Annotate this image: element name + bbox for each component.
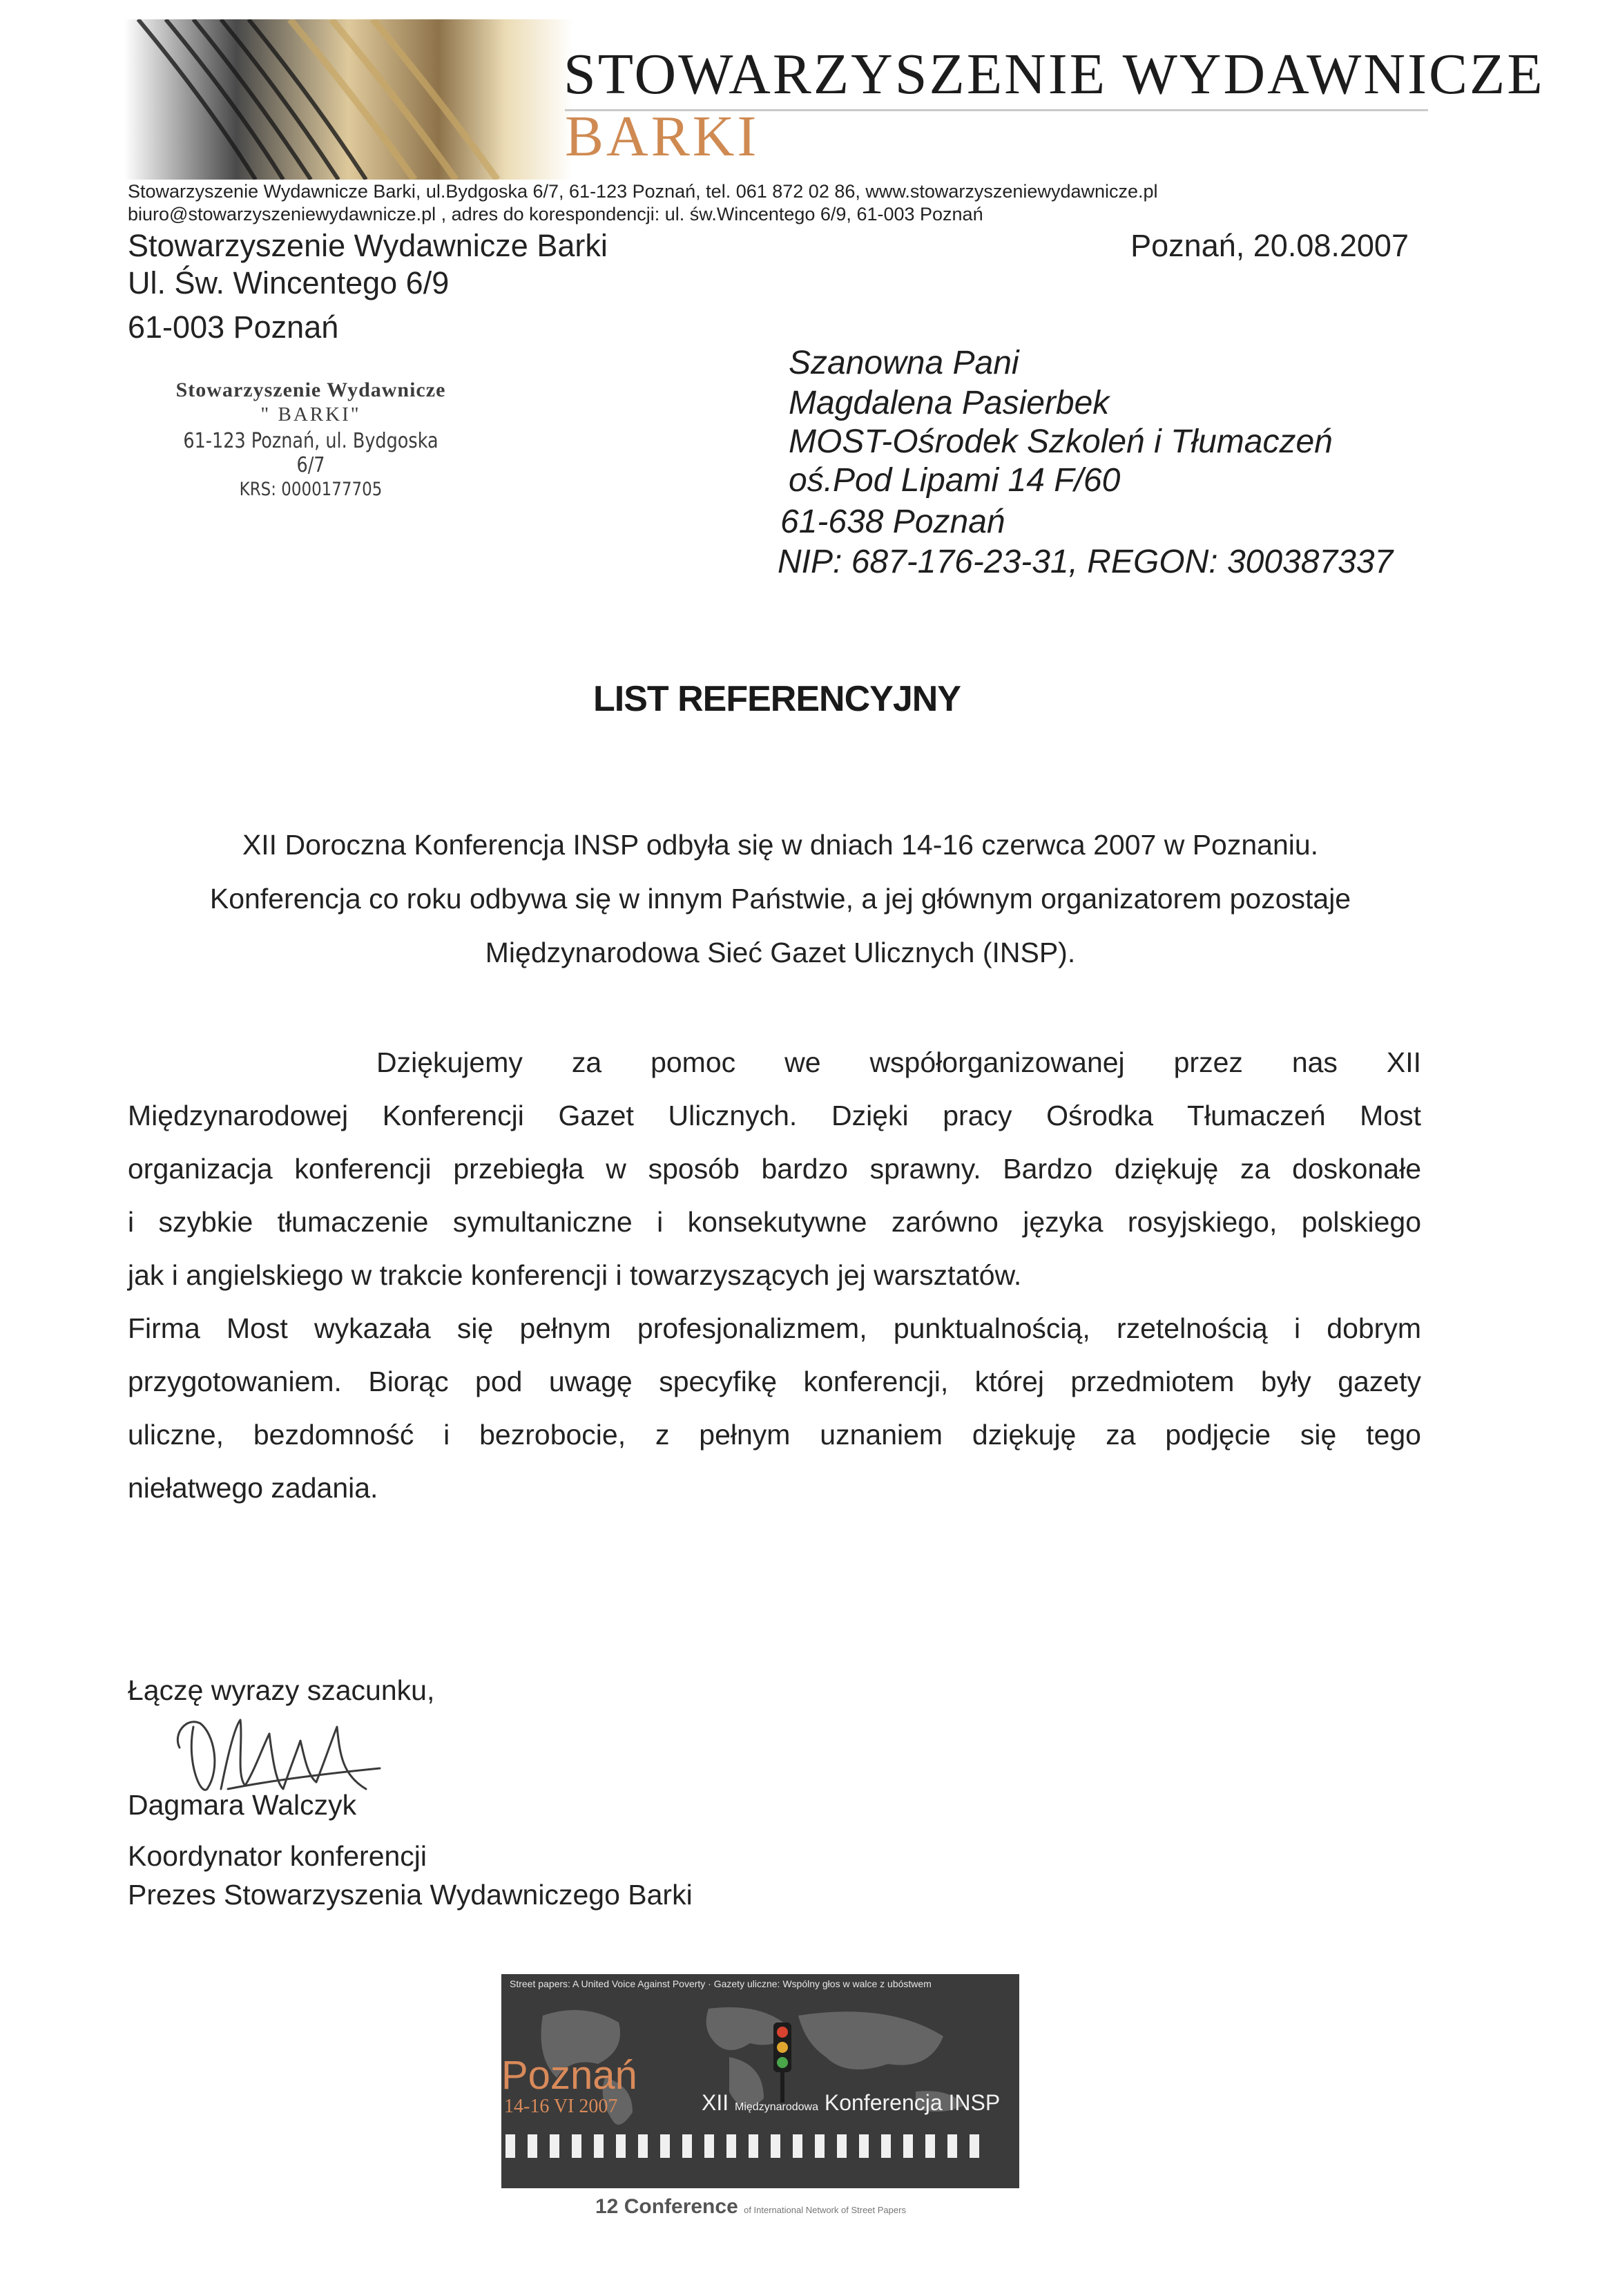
signer-role: Koordynator konferencji: [128, 1840, 427, 1872]
banner-bottom-caption: [595, 2195, 906, 2219]
letterhead-contact-line: Stowarzyszenie Wydawnicze Barki, ul.Bydgoska 6/7, 61-123 Poznań, tel. 061 872 02 86, www.stowarzyszeniewydawnicze.pl: [128, 181, 1158, 202]
letterhead-contact-line-2: biuro@stowarzyszeniewydawnicze.pl , adres do korespondencji: ul. św.Wincentego 6/9, 61-003 Poznań: [128, 204, 983, 224]
body-line: jak i angielskiego w trakcie konferencji i towarzyszących jej warsztatów.: [128, 1259, 1022, 1291]
signer-role-2: Prezes Stowarzyszenia Wydawniczego Barki: [128, 1879, 693, 1911]
sender-city: 61-003 Poznań: [128, 309, 339, 345]
letterhead-org-name: STOWARZYSZENIE WYDAWNICZE: [563, 42, 1545, 106]
stamp-line-3: 61-123 Poznań, ul. Bydgoska 6/7: [183, 429, 439, 477]
document-title: LIST REFERENCYJNY: [593, 679, 961, 719]
body-line: niełatwego zadania.: [128, 1472, 378, 1504]
letterhead-logo-graphic: [124, 19, 573, 180]
recipient-city: 61-638 Poznań: [780, 504, 1005, 540]
banner-bottom-small: of International Network of Street Papers: [744, 2205, 906, 2215]
closing-greeting: Łączę wyrazy szacunku,: [128, 1674, 435, 1706]
body-line: Firma Most wykazała się pełnym profesjonalizmem, punktualnością, rzetelnością i dobrym: [128, 1312, 1421, 1344]
recipient-salutation: Szanowna Pani: [789, 345, 1019, 381]
banner-city: Poznań: [501, 2053, 637, 2098]
intro-line: XII Doroczna Konferencja INSP odbyła się w dniach 14-16 czerwca 2007 w Poznaniu.: [242, 829, 1319, 861]
banner-dates: 14-16 VI 2007: [504, 2096, 618, 2117]
letterhead-org-subname: BARKI: [565, 104, 760, 169]
recipient-tax-ids: NIP: 687-176-23-31, REGON: 300387337: [778, 544, 1394, 580]
recipient-name: Magdalena Pasierbek: [789, 385, 1110, 421]
body-line: Międzynarodowej Konferencji Gazet Ulicznych. Dzięki pracy Ośrodka Tłumaczeń Most: [128, 1100, 1421, 1131]
intro-line: Konferencja co roku odbywa się w innym Państwie, a jej głównym organizatorem pozostaje: [209, 883, 1351, 915]
stamp-line-1: Stowarzyszenie Wydawnicze: [175, 379, 446, 401]
banner-conf-prefix: XII: [702, 2090, 729, 2115]
body-line: Dziękujemy za pomoc we współorganizowanej przez nas XII: [376, 1046, 1421, 1078]
body-line: i szybkie tłumaczenie symultaniczne i konsekutywne zarówno języka rosyjskiego, polskiego: [128, 1206, 1421, 1238]
stamp-line-4: KRS: 0000177705: [239, 479, 383, 500]
conference-banner-image: [501, 1974, 1019, 2188]
banner-top-caption: Street papers: A United Voice Against Poverty · Gazety uliczne: Wspólny głos w walce z ubóstwem: [510, 1978, 932, 1989]
banner-bottom-main: 12 Conference: [595, 2195, 738, 2218]
stamp-line-2: " BARKI": [260, 403, 361, 425]
body-line: organizacja konferencji przebiegła w sposób bardzo sprawny. Bardzo dziękuję za doskonałe: [128, 1153, 1421, 1185]
letter-date: Poznań, 20.08.2007: [1130, 228, 1409, 263]
sender-street: Ul. Św. Wincentego 6/9: [128, 265, 450, 300]
body-line: przygotowaniem. Biorąc pod uwagę specyfikę konferencji, której przedmiotem były gazety: [128, 1366, 1421, 1397]
banner-conference-title: [702, 2090, 1000, 2116]
intro-line: Międzynarodowa Sieć Gazet Ulicznych (INSP).: [485, 937, 1076, 968]
recipient-company: MOST-Ośrodek Szkoleń i Tłumaczeń: [789, 423, 1333, 460]
sender-name: Stowarzyszenie Wydawnicze Barki: [128, 228, 608, 263]
organization-stamp: [145, 379, 476, 500]
banner-conf-small: Międzynarodowa: [735, 2101, 818, 2113]
recipient-street: oś.Pod Lipami 14 F/60: [789, 462, 1121, 499]
body-line: uliczne, bezdomność i bezrobocie, z pełnym uznaniem dziękuję za podjęcie się tego: [128, 1419, 1421, 1451]
signer-name: Dagmara Walczyk: [128, 1789, 357, 1821]
banner-conf-name: Konferencja INSP: [824, 2090, 1001, 2115]
